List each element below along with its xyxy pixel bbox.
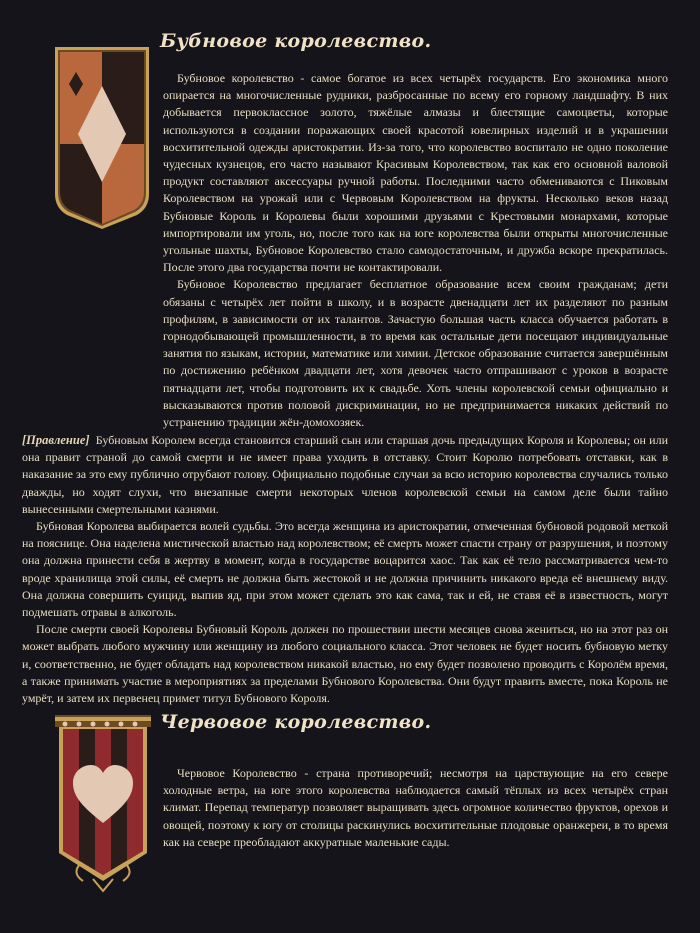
diamond-banner-icon [52,44,152,230]
rule-paragraph-king [22,432,668,518]
hearts-paragraph-climate: Червовое Королевство - страна противоречий; несмотря на царствующие на его севере холодные ветра, на юге этого королевства наблюдается самый тёплых из всех четырёх стран климат. Перепад температур позволяет выращивать здесь огромное количество фруктов, орехов и овощей, поэтому к югу от столицы раскинулись восхитительные плодовые оранжереи, в то время как на севере преобладают аккуратные маленькие сады. [163,766,668,849]
diamonds-title: Бубновое королевство. [160,30,432,52]
diamonds-intro [163,70,668,431]
diamonds-paragraph-economy: Бубновое королевство - самое богатое из всех четырёх государств. Его экономика много опирается на многочисленные рудники, разбросанные по всему его горному ландшафту. В них добывается первоклассное золото, тяжёлые алмазы и блестящие самоцветы, которые используются в создании поражающих своей красотой ювелирных изделий и в украшении восхитительной одежды аристократии. Из-за того, что королевство воспитало не одно поколение чудесных кузнецов, его часто называют Красивым Королевством, так как его основной валовой продукт составляют аксессуары ручной работы. Последними часто обмениваются с Пиковым Королевством на урожай или с Червовым Королевством на фрукты. Несколько веков назад Бубновые Король и Королевы были хорошими друзьями с Крестовыми монархами, которые импортировали им уголь, но, после того как на юге королевства были открыты многочисленные угольные шахты, Бубновое Королевство стало самодостаточным, и дружба вскоре прекратилась. После этого два государства почти не контактировали. [163,71,668,275]
rule-label: [Правление] [22,433,90,447]
rule-paragraph-queen: Бубновая Королева выбирается волей судьбы. Это всегда женщина из аристократии, отмеченная бубновой родовой меткой на пояснице. Она наделена мистической властью над королевством; её смерть может спасти страну от разрушения, и поэтому она должна принести себя в жертву в момент, когда в государстве воцарится хаос. Так как её тело рассматривается чем-то вроде хранилища этой силы, её смерть не должна быть жестокой и не должна причинить никакого вреда её внешнему виду. Она должна совершить суицид, выпив яд, при этом может сделать это как сама, так и ей, не ставя её в известность, могут подмешать отравы в алкоголь. [22,519,668,620]
heart-banner-icon [53,713,153,893]
rule-paragraph-king-text: Бубновым Королем всегда становится старший сын или старшая дочь предыдущих Короля и Королевы; он или она правит страной до самой смерти и не имеет права уходить в отставку. Стоит Королю потребовать отставки, как в наказание за это ему публично отрубают голову. Официально подобные случаи за всю историю королевства случались только дважды, но ходят слухи, что внезапные смерти некоторых членов королевской семьи на самом деле были тайно вынесенными смертельными казнями. [22,433,668,516]
rule-paragraph-succession: После смерти своей Королевы Бубновый Король должен по прошествии шести месяцев снова жениться, но на этот раз он может выбрать любого мужчину или женщину из любого социального класса. Этот человек не будет носить бубновую метку и, соответственно, не будет обладать над королевством никакой властью, но ему будет позволено проводить с Королём время, а также принимать участие в мероприятиях за пределами Бубнового Королевства. Они будут править вместе, пока Король не умрёт, и затем их первенец примет титул Бубнового Короля. [22,622,668,706]
diamonds-rule [22,432,668,707]
diamonds-paragraph-education: Бубновое Королевство предлагает бесплатное образование всем своим гражданам; дети обязаны с четырёх лет пойти в школу, и в возрасте двенадцати лет их разделяют по разным профилям, в зависимости от их талантов. Зачастую большая часть класса обучается работать в горнодобывающей промышленности, в то время как остальные дети посещают индивидуальные занятия по языкам, истории, математике или химии. Детское образование считается завершённым по достижению ребёнком двадцати лет, хотя девочек часто отпрашивают с уроков в возрасте пятнадцати лет, чтобы подготовить их к свадьбе. Хоть члены королевской семьи официально и высказываются против половой дискриминации, но не предпринимается никаких действий по устранению традиции жён-домохозяек. [163,277,668,430]
hearts-intro [163,765,668,851]
hearts-title: Червовое королевство. [160,711,432,733]
